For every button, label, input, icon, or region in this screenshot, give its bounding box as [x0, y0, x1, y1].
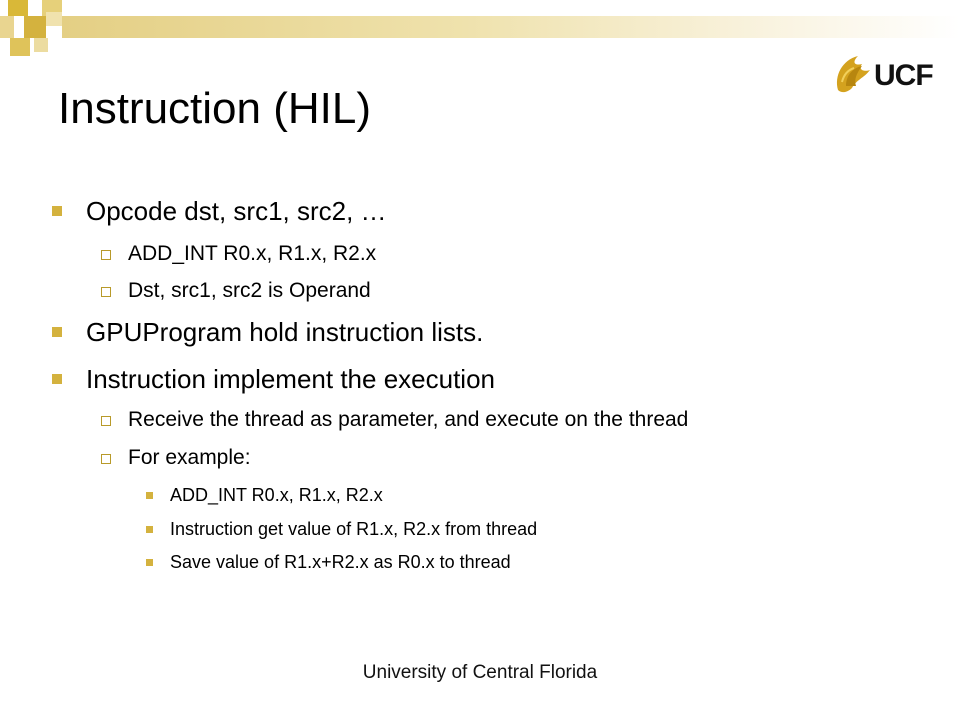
small-square-bullet-icon — [146, 492, 153, 499]
hollow-square-bullet-icon — [101, 250, 111, 260]
bullet-text: GPUProgram hold instruction lists. — [86, 317, 484, 347]
bullet-text: Opcode dst, src1, src2, … — [86, 196, 387, 226]
bullet-text: Instruction get value of R1.x, R2.x from thread — [170, 519, 538, 539]
decor-square — [0, 16, 14, 38]
bullet-text: Dst, src1, src2 is Operand — [128, 279, 371, 302]
bullet-item — [86, 317, 483, 348]
hollow-square-bullet-icon — [101, 287, 111, 297]
decor-square — [46, 12, 62, 26]
bullet-text: Receive the thread as parameter, and execute on the thread — [128, 408, 689, 431]
decor-square — [8, 0, 28, 16]
decor-square — [10, 38, 30, 56]
decor-square — [34, 38, 48, 52]
small-square-bullet-icon — [146, 559, 153, 566]
hollow-square-bullet-icon — [101, 416, 111, 426]
slide-title: Instruction (HIL) — [58, 84, 371, 133]
square-bullet-icon — [52, 374, 62, 384]
sub-sub-bullet-item — [170, 552, 511, 573]
sub-bullet-item — [128, 408, 688, 432]
header-decoration — [0, 0, 960, 56]
small-square-bullet-icon — [146, 526, 153, 533]
square-bullet-icon — [52, 206, 62, 216]
sub-bullet-item — [128, 446, 251, 470]
sub-bullet-item — [128, 242, 376, 266]
bullet-text: Save value of R1.x+R2.x as R0.x to thread — [170, 552, 511, 572]
decor-square — [24, 16, 46, 38]
logo-text: UCF — [874, 59, 933, 92]
bullet-text: For example: — [128, 446, 251, 469]
sub-bullet-item — [128, 279, 371, 303]
pegasus-logo-icon — [832, 52, 876, 98]
bullet-text: Instruction implement the execution — [86, 364, 495, 394]
slide-footer: University of Central Florida — [362, 662, 598, 683]
ucf-logo — [832, 52, 936, 98]
bullet-text: ADD_INT R0.x, R1.x, R2.x — [170, 485, 383, 505]
bullet-item — [86, 364, 495, 395]
sub-sub-bullet-item — [170, 519, 537, 540]
bullet-text: ADD_INT R0.x, R1.x, R2.x — [128, 242, 377, 265]
square-bullet-icon — [52, 327, 62, 337]
sub-sub-bullet-item — [170, 485, 383, 506]
hollow-square-bullet-icon — [101, 454, 111, 464]
bullet-item — [86, 196, 387, 227]
gold-gradient-bar — [62, 16, 960, 38]
